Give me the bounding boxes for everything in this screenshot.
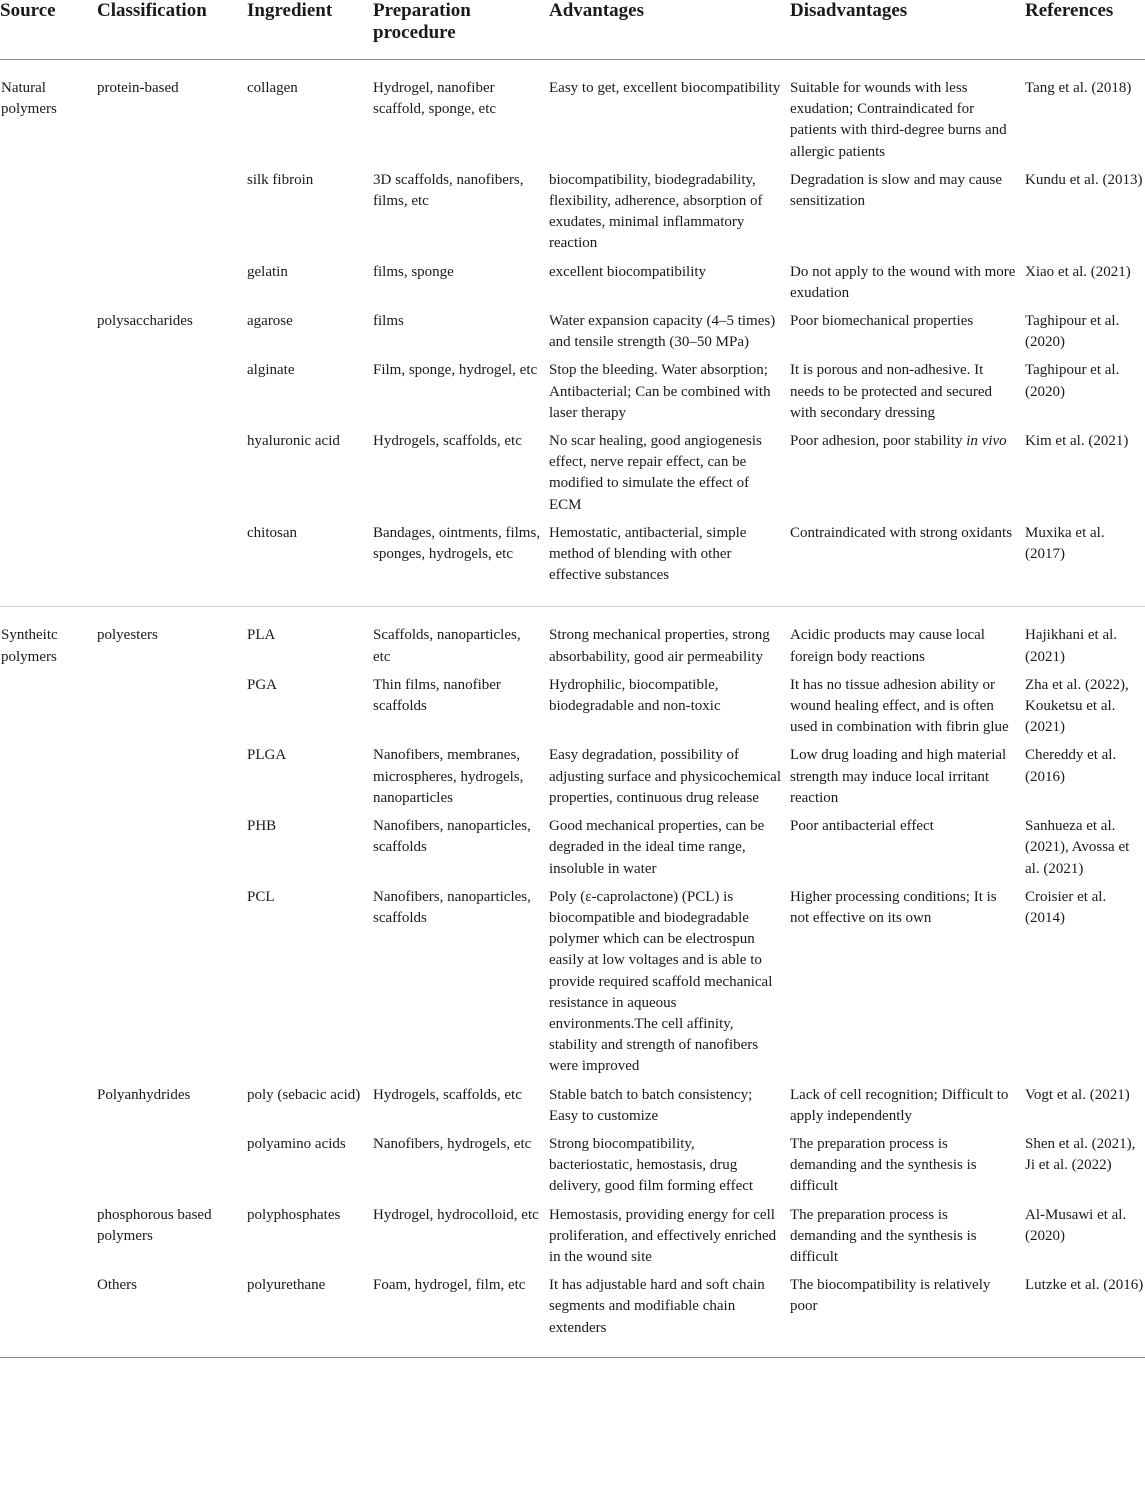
cell-disadvantages: Contraindicated with strong oxidants — [790, 524, 1013, 541]
cell-advantages: Strong mechanical properties, strong absorbability, good air permeability — [549, 627, 770, 665]
disadvantages-text: Poor adhesion, poor stability — [790, 433, 963, 450]
cell-disadvantages: The preparation process is demanding and the synthesis is difficult — [790, 1206, 977, 1265]
cell-advantages: Easy degradation, possibility of adjusting surface and physicochemical properties, continuous drug release — [549, 747, 782, 806]
cell-advantages: Good mechanical properties, can be degraded in the ideal time range, insoluble in water — [549, 818, 765, 877]
header-ingredient: Ingredient — [247, 0, 333, 21]
cell-preparation: Hydrogel, hydrocolloid, etc — [373, 1206, 539, 1223]
cell-references: Xiao et al. (2021) — [1025, 263, 1131, 280]
header-references: References — [1025, 0, 1114, 21]
cell-references: Shen et al. (2021), Ji et al. (2022) — [1025, 1135, 1136, 1174]
cell-classification — [97, 431, 247, 523]
cell-classification — [97, 360, 247, 431]
cell-preparation: films — [373, 313, 404, 330]
cell-preparation: Bandages, ointments, films, sponges, hydrogels, etc — [373, 524, 541, 563]
cell-classification — [97, 816, 247, 887]
cell-classification: Others — [97, 1277, 137, 1294]
table-row — [0, 262, 1145, 311]
cell-preparation: Nanofibers, nanoparticles, scaffolds — [373, 818, 531, 856]
cell-classification: Polyanhydrides — [97, 1086, 191, 1103]
table-row — [0, 675, 1145, 746]
header-source: Source — [0, 0, 56, 21]
cell-references: Taghipour et al. (2020) — [1025, 362, 1120, 400]
header-preparation: Preparation procedure — [373, 0, 471, 43]
table-row — [0, 887, 1145, 1085]
cell-advantages: Water expansion capacity (4–5 times) and tensile strength (30–50 MPa) — [549, 313, 776, 351]
header-classification: Classification — [97, 0, 207, 21]
cell-preparation: Foam, hydrogel, film, etc — [373, 1277, 526, 1294]
table-row — [0, 1134, 1145, 1205]
cell-source: Natural polymers — [1, 80, 57, 118]
section-synthetic — [0, 607, 1145, 1357]
cell-advantages: Poly (ε-caprolactone) (PCL) is biocompatible and biodegradable polymer which can be electrospun easily at low voltages and is able to provide required scaffold mechanical resistance in aqueous environments.The cell affinity, stability and strength of nanofibers were improved — [549, 888, 773, 1075]
cell-ingredient: silk fibroin — [247, 171, 314, 188]
cell-source: Syntheitc polymers — [1, 627, 58, 665]
table-row — [0, 360, 1145, 431]
cell-ingredient: polyphosphates — [247, 1206, 341, 1223]
cell-classification — [97, 675, 247, 746]
table-row — [0, 1205, 1145, 1276]
cell-advantages: biocompatibility, biodegradability, flexibility, adherence, absorption of exudates, minimal inflammatory reaction — [549, 171, 763, 252]
cell-references: Zha et al. (2022), Kouketsu et al. (2021) — [1025, 676, 1129, 736]
cell-references: Kundu et al. (2013) — [1025, 171, 1143, 188]
table-row — [0, 311, 1145, 360]
cell-classification — [97, 1134, 247, 1205]
cell-references: Vogt et al. (2021) — [1025, 1086, 1130, 1103]
cell-disadvantages: Do not apply to the wound with more exudation — [790, 263, 1016, 301]
cell-classification — [97, 887, 247, 1085]
header-disadvantages: Disadvantages — [790, 0, 908, 21]
cell-disadvantages — [790, 431, 1025, 523]
cell-references: Chereddy et al. (2016) — [1025, 747, 1117, 785]
cell-ingredient: hyaluronic acid — [247, 433, 340, 450]
cell-references: Taghipour et al. (2020) — [1025, 313, 1120, 351]
cell-classification: polyesters — [97, 627, 158, 644]
cell-preparation: Hydrogels, scaffolds, etc — [373, 433, 522, 450]
section-natural — [0, 60, 1145, 607]
cell-preparation: Nanofibers, hydrogels, etc — [373, 1135, 532, 1152]
header-row — [0, 0, 1145, 60]
cell-references: Muxika et al. (2017) — [1025, 524, 1105, 563]
cell-ingredient: chitosan — [247, 524, 297, 541]
cell-preparation: Nanofibers, nanoparticles, scaffolds — [373, 888, 531, 926]
cell-advantages: Hemostatic, antibacterial, simple method of blending with other effective substances — [549, 524, 747, 584]
cell-advantages: excellent biocompatibility — [549, 263, 707, 280]
cell-classification — [97, 523, 247, 607]
cell-ingredient: alginate — [247, 362, 295, 379]
cell-disadvantages: Lack of cell recognition; Difficult to apply independently — [790, 1086, 1009, 1124]
cell-classification — [97, 745, 247, 816]
cell-disadvantages: Poor biomechanical properties — [790, 313, 974, 330]
cell-advantages: Stable batch to batch consistency; Easy to customize — [549, 1086, 753, 1124]
cell-advantages: It has adjustable hard and soft chain segments and modifiable chain extenders — [549, 1277, 765, 1336]
cell-classification: polysaccharides — [97, 313, 193, 330]
cell-classification: phosphorous based polymers — [97, 1206, 212, 1244]
cell-advantages: Hemostasis, providing energy for cell proliferation, and effectively enriched in the wound site — [549, 1206, 777, 1265]
cell-preparation: Film, sponge, hydrogel, etc — [373, 362, 538, 379]
cell-disadvantages: It is porous and non-adhesive. It needs to be protected and secured with secondary dressing — [790, 362, 992, 421]
cell-preparation: Thin films, nanofiber scaffolds — [373, 676, 501, 715]
cell-preparation: Nanofibers, membranes, microspheres, hydrogels, nanoparticles — [373, 747, 524, 806]
table-row — [0, 170, 1145, 262]
cell-references: Tang et al. (2018) — [1025, 80, 1132, 96]
cell-preparation: Hydrogels, scaffolds, etc — [373, 1086, 522, 1103]
cell-ingredient: agarose — [247, 313, 293, 330]
table-row — [0, 523, 1145, 607]
cell-references: Croisier et al. (2014) — [1025, 888, 1107, 926]
cell-advantages: Easy to get, excellent biocompatibility — [549, 80, 781, 96]
cell-advantages: Stop the bleeding. Water absorption; Antibacterial; Can be combined with laser therapy — [549, 362, 771, 421]
cell-ingredient: PLGA — [247, 747, 287, 764]
cell-disadvantages: Low drug loading and high material strength may induce local irritant reaction — [790, 747, 1007, 806]
cell-references: Hajikhani et al. (2021) — [1025, 627, 1118, 665]
table-row — [0, 1085, 1145, 1134]
cell-preparation: films, sponge — [373, 263, 454, 280]
disadvantages-italic: in vivo — [966, 433, 1007, 450]
cell-preparation: 3D scaffolds, nanofibers, films, etc — [373, 171, 524, 210]
cell-classification — [97, 262, 247, 311]
cell-ingredient: PCL — [247, 888, 275, 905]
table-row — [0, 607, 1145, 675]
header-advantages: Advantages — [549, 0, 645, 21]
cell-classification: protein-based — [97, 80, 179, 96]
cell-disadvantages: The biocompatibility is relatively poor — [790, 1277, 991, 1315]
cell-ingredient: PHB — [247, 818, 277, 835]
cell-references: Kim et al. (2021) — [1025, 433, 1129, 450]
cell-ingredient: PGA — [247, 676, 278, 693]
cell-disadvantages: The preparation process is demanding and the synthesis is difficult — [790, 1135, 977, 1195]
cell-disadvantages: Degradation is slow and may cause sensitization — [790, 171, 1003, 210]
cell-disadvantages: Higher processing conditions; It is not effective on its own — [790, 888, 997, 926]
cell-preparation: Scaffolds, nanoparticles, etc — [373, 627, 521, 665]
cell-ingredient: polyurethane — [247, 1277, 326, 1294]
table-row — [0, 816, 1145, 887]
cell-disadvantages: It has no tissue adhesion ability or wound healing effect, and is often used in combination with fibrin glue — [790, 676, 1009, 736]
table-row — [0, 60, 1145, 170]
cell-advantages: No scar healing, good angiogenesis effect, nerve repair effect, can be modified to simulate the effect of ECM — [549, 433, 762, 513]
table-row — [0, 431, 1145, 523]
cell-preparation: Hydrogel, nanofiber scaffold, sponge, etc — [373, 80, 497, 118]
table-row — [0, 745, 1145, 816]
cell-references: Lutzke et al. (2016) — [1025, 1277, 1144, 1294]
cell-advantages: Hydrophilic, biocompatible, biodegradable and non-toxic — [549, 676, 721, 715]
cell-advantages: Strong biocompatibility, bacteriostatic, hemostasis, drug delivery, good film forming effect — [549, 1135, 754, 1195]
cell-ingredient: collagen — [247, 80, 298, 96]
cell-references: Al-Musawi et al. (2020) — [1025, 1206, 1127, 1244]
cell-disadvantages: Acidic products may cause local foreign body reactions — [790, 627, 985, 665]
cell-disadvantages: Poor antibacterial effect — [790, 818, 934, 835]
cell-classification — [97, 170, 247, 262]
cell-ingredient: gelatin — [247, 263, 288, 280]
cell-references: Sanhueza et al. (2021), Avossa et al. (2021) — [1025, 818, 1130, 877]
cell-ingredient: polyamino acids — [247, 1135, 346, 1152]
table-row — [0, 1275, 1145, 1357]
cell-ingredient: PLA — [247, 627, 276, 644]
cell-ingredient: poly (sebacic acid) — [247, 1086, 361, 1103]
cell-disadvantages: Suitable for wounds with less exudation; Contraindicated for patients with third-degree burns and allergic patients — [790, 80, 1007, 160]
